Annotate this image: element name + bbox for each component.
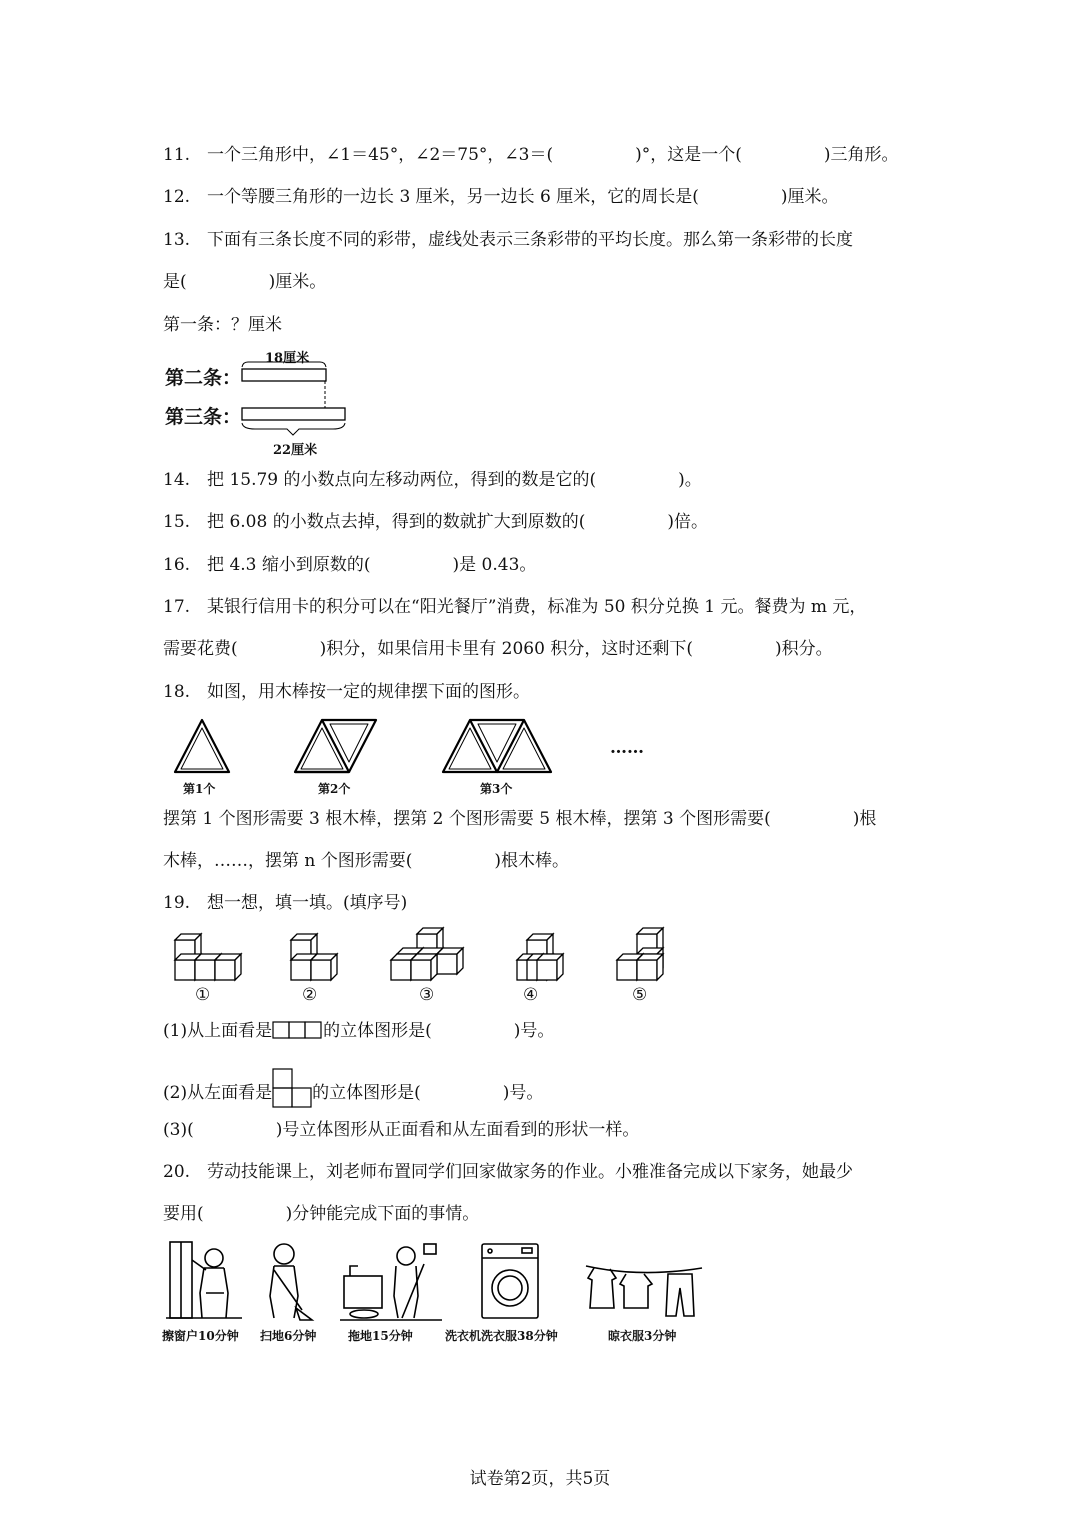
page-footer: 试卷第2页，共5页	[469, 1469, 611, 1489]
figure-1-caption: 第1个	[183, 782, 216, 796]
mopping-illustration	[340, 1244, 442, 1320]
question-19-title: 19. 想一想，填一填。(填序号)	[163, 893, 408, 913]
question-11: 11. 一个三角形中，∠1＝45°，∠2＝75°，∠3＝( )°，这是一个( )三角形。	[163, 145, 899, 165]
question-19-part1: (1)从上面看是 的立体图形是( )号。	[163, 1021, 555, 1041]
left-view-shape	[272, 1068, 312, 1108]
figure-3-caption: 第3个	[480, 782, 513, 796]
figure-label-4: ④	[523, 985, 539, 1005]
cube-figures	[165, 925, 685, 1010]
figure-label-2: ②	[302, 985, 318, 1005]
task-mop-caption: 拖地15分钟	[348, 1329, 413, 1343]
task-sweep-caption: 扫地6分钟	[260, 1329, 317, 1343]
chore-drawings	[162, 1238, 722, 1323]
task-hang-caption: 晾衣服3分钟	[608, 1329, 677, 1343]
second-ribbon-length: 18厘米	[265, 351, 310, 366]
question-20-line1: 20. 劳动技能课上，刘老师布置同学们回家做家务的作业。小雅准备完成以下家务，她最少	[163, 1162, 854, 1182]
window-cleaning-illustration	[166, 1242, 242, 1318]
figure-label-5: ⑤	[632, 985, 648, 1005]
stick-triangles	[165, 712, 685, 782]
question-18-line2: 木棒，……，摆第 n 个图形需要( )根木棒。	[163, 851, 570, 871]
question-13-line1: 13. 下面有三条长度不同的彩带，虚线处表示三条彩带的平均长度。那么第一条彩带的长度	[163, 230, 854, 250]
question-19-part3: (3)( )号立体图形从正面看和从左面看到的形状一样。	[163, 1120, 640, 1140]
washing-machine-illustration	[482, 1244, 538, 1318]
cube-drawings	[165, 925, 685, 985]
continuation-dots: ……	[610, 738, 644, 758]
sweeping-illustration	[270, 1244, 312, 1320]
question-13-line2: 是( )厘米。	[163, 272, 327, 292]
question-14: 14. 把 15.79 的小数点向左移动两位，得到的数是它的( )。	[163, 470, 702, 490]
stick-figures	[165, 712, 685, 798]
question-20-line2: 要用( )分钟能完成下面的事情。	[163, 1204, 480, 1224]
chores-illustrations	[162, 1238, 722, 1348]
question-17-line2: 需要花费( )积分，如果信用卡里有 2060 积分，这时还剩下( )积分。	[163, 639, 833, 659]
question-17-line1: 17. 某银行信用卡的积分可以在“阳光餐厅”消费，标准为 50 积分兑换 1 元。餐费为 m 元，	[163, 597, 867, 617]
question-12: 12. 一个等腰三角形的一边长 3 厘米，另一边长 6 厘米，它的周长是( )厘米。	[163, 187, 839, 207]
top-view-shape	[272, 1021, 323, 1039]
third-ribbon-label: 第三条：	[165, 406, 242, 428]
question-16: 16. 把 4.3 缩小到原数的( )是 0.43。	[163, 555, 537, 575]
question-19-part2: (2)从左面看是 的立体图形是( )号。	[163, 1068, 543, 1108]
hanging-clothes-illustration	[586, 1266, 702, 1316]
figure-label-3: ③	[419, 985, 435, 1005]
figure-2-caption: 第2个	[318, 782, 351, 796]
first-ribbon-label: 第一条：？厘米	[163, 315, 282, 335]
task-washer-caption: 洗衣机洗衣服38分钟	[445, 1329, 558, 1343]
second-ribbon-label: 第二条：	[165, 367, 242, 389]
question-15: 15. 把 6.08 的小数点去掉，得到的数就扩大到原数的( )倍。	[163, 512, 708, 532]
question-18-line1: 摆第 1 个图形需要 3 根木棒，摆第 2 个图形需要 5 根木棒，摆第 3 个图形需要( )根	[163, 809, 877, 829]
task-window-caption: 擦窗户10分钟	[162, 1329, 239, 1343]
ribbon-diagram	[165, 345, 365, 457]
ribbon-bars	[165, 345, 365, 457]
question-18-title: 18. 如图，用木棒按一定的规律摆下面的图形。	[163, 682, 531, 702]
figure-label-1: ①	[195, 985, 211, 1005]
third-ribbon-length: 22厘米	[273, 443, 318, 458]
